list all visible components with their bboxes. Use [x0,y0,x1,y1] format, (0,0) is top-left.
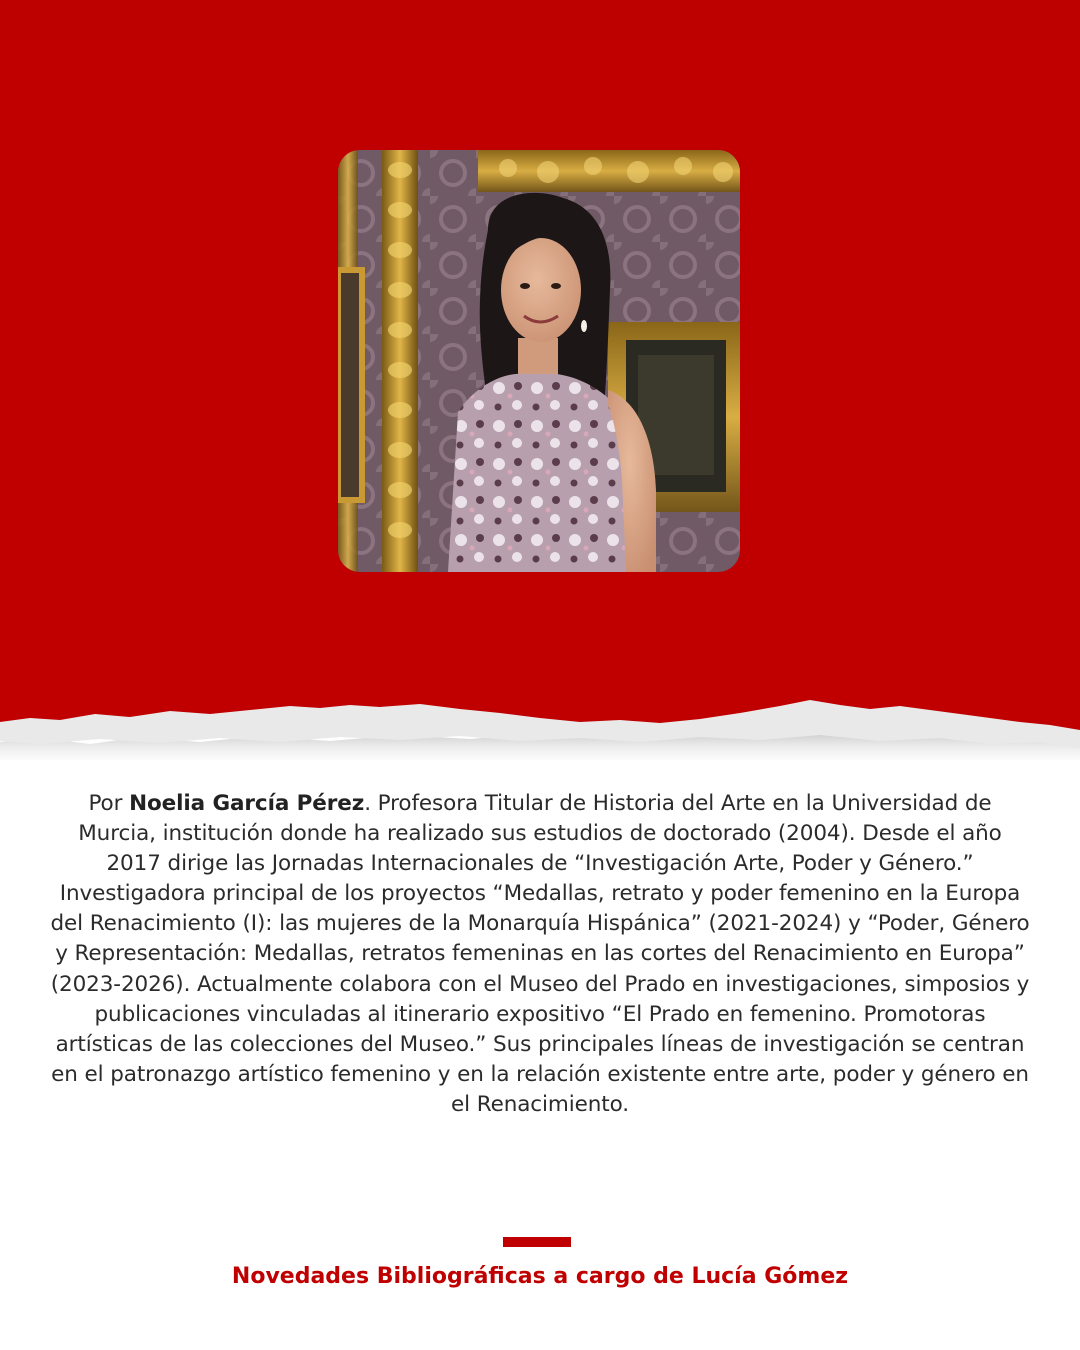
portrait-photo [338,150,740,572]
bio-prefix: Por [88,791,130,816]
red-divider [503,1237,571,1247]
author-bio [50,789,1030,1120]
author-name: Noelia García Pérez [129,791,365,816]
footer-credit: Novedades Bibliográficas a cargo de Lucía Gómez [231,1264,849,1289]
bio-text: . Profesora Titular de Historia del Arte en la Universidad de Murcia, institución donde ha realizado sus estudios de doctorado (2004). Desde el año 2017 dirige las Jornadas Internacionales de “Investigación Arte, Poder y Género.” Investigadora principal de los proyectos “Medallas, retrato y poder femenino en la Europa del Renacimiento (I): las mujeres de la Monarquía Hispánica” (2021-2024) y “Poder, Género y Representación: Medallas, retratos femeninas en las cortes del Renacimiento en Europa” (2023-2026). Actualmente colabora con el Museo del Prado en investigaciones, simposios y publicaciones vinculadas al itinerario expositivo “El Prado en femenino. Promotoras artísticas de las colecciones del Museo.” Sus principales líneas de investigación se centran en el patronazgo artístico femenino y en la relación existente entre arte, poder y género en el Renacimiento. [50,791,1030,1117]
